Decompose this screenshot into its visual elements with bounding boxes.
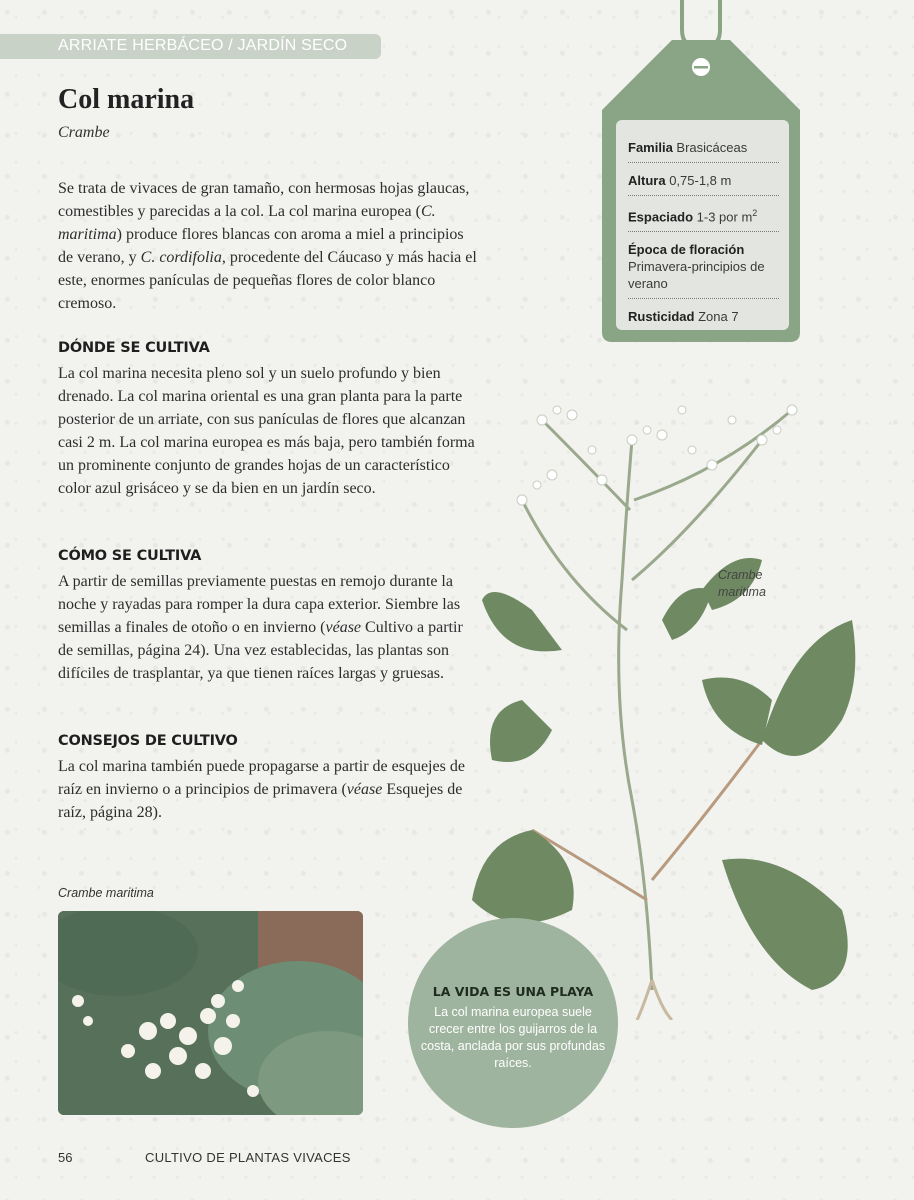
growing-tips-paragraph: La col marina también puede propagarse a partir de esquejes de raíz en invierno o a principios de primavera (véase Esquejes de raíz, página 28). xyxy=(58,758,465,821)
fact-family: Familia Brasicáceas xyxy=(628,136,779,163)
page-title: Col marina xyxy=(58,84,195,115)
species-name: C. maritima xyxy=(58,203,436,243)
intro-paragraph: Se trata de vivaces de gran tamaño, con hermosas hojas glaucas, comestibles y parecidas a la col. La col marina europea (C. maritima) produce flores blancas con aroma a miel a principios de verano, y C. cordifolia, procedente del Cáucaso y más hacia el este, enormes panículas de pequeñas flores de color blanco cremoso. xyxy=(58,180,477,312)
how-to-grow-paragraph: A partir de semillas previamente puestas en remojo durante la noche y rayadas para romper la dura capa exterior. Siembre las semillas a finales de otoño o en invierno (véase Cultivo a partir de semillas, página 24). Una vez establecidas, las plantas son difíciles de trasplantar, ya que tienen raíces largas y gruesas. xyxy=(58,573,463,682)
latin-name: Crambe xyxy=(58,124,110,141)
fact-hardiness: Rusticidad Zona 7 xyxy=(628,309,739,325)
species-name: C. cordifolia xyxy=(140,249,222,266)
fact-flowering: Época de floración Primavera-principios de verano xyxy=(628,238,779,299)
plant-facts-card xyxy=(616,120,789,330)
photo-caption: Crambe maritima xyxy=(58,886,154,900)
section-header-band xyxy=(0,34,381,59)
where-to-grow-paragraph: La col marina necesita pleno sol y un suelo profundo y bien drenado. La col marina oriental es una gran planta para la parte posterior de un arriate, con sus panículas de flores que alcanzan casi 2 m. La col marina europea es más baja, pero también forma un prominente conjunto de grandes hojas de un característico color azul grisáceo y se da bien en un jardín seco. xyxy=(58,365,475,497)
heading-growing-tips: CONSEJOS DE CULTIVO xyxy=(58,733,238,749)
crambe-photo xyxy=(58,911,363,1115)
footer-book-title: CULTIVO DE PLANTAS VIVACES xyxy=(145,1150,351,1165)
page-number: 56 xyxy=(58,1150,73,1165)
section-header-text: ARRIATE HERBÁCEO / JARDÍN SECO xyxy=(58,37,348,54)
fact-height: Altura 0,75-1,8 m xyxy=(628,169,779,196)
fact-spacing: Espaciado 1-3 por $m^2$ xyxy=(628,202,779,232)
heading-how-to-grow: CÓMO SE CULTIVA xyxy=(58,548,202,564)
heading-where-to-grow: DÓNDE SE CULTIVA xyxy=(58,340,210,356)
callout-text: La col marina europea suele crecer entre los guijarros de la costa, anclada por sus profundas raíces. xyxy=(420,1005,606,1070)
illustration-caption: Crambe maritima xyxy=(718,568,766,599)
callout-title: LA VIDA ES UNA PLAYA xyxy=(432,984,594,999)
